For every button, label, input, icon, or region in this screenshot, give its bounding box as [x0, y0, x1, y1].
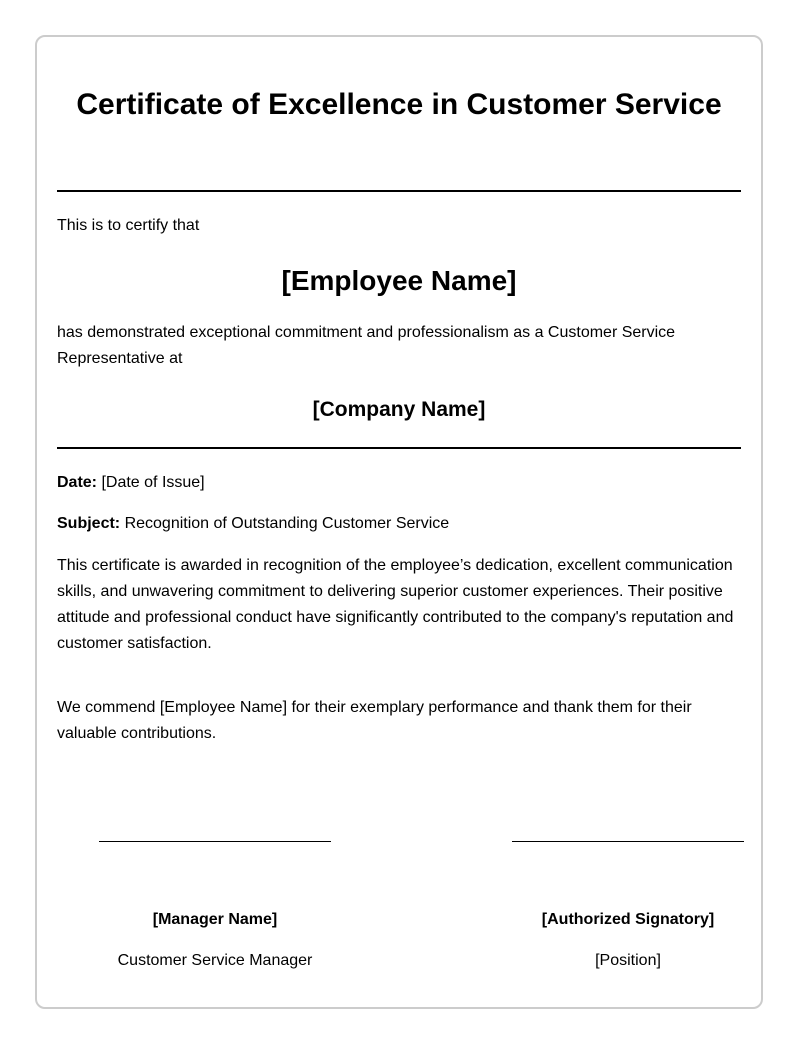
- manager-title: Customer Service Manager: [117, 952, 313, 969]
- company-divider: [57, 447, 741, 449]
- authorized-signatory-name: [Authorized Signatory]: [541, 911, 715, 928]
- certificate-card: [35, 35, 763, 1009]
- title-divider: [57, 190, 741, 192]
- subject-label: Subject:: [57, 515, 121, 532]
- date-label: Date:: [57, 474, 98, 491]
- authorized-signatory-position: [Position]: [595, 952, 661, 969]
- authorized-signature-line: [512, 841, 744, 842]
- commitment-text: has demonstrated exceptional commitment and professionalism as a Customer Service Representative at: [57, 324, 676, 367]
- manager-signature-line: [99, 841, 331, 842]
- company-name: [Company Name]: [312, 398, 486, 421]
- employee-name: [Employee Name]: [281, 265, 517, 296]
- commendation-paragraph: We commend [Employee Name] for their exemplary performance and thank them for their valuable contributions.: [57, 699, 692, 742]
- subject-value: Recognition of Outstanding Customer Service: [120, 515, 450, 532]
- certify-intro: This is to certify that: [57, 217, 200, 234]
- certificate-title: Certificate of Excellence in Customer Service: [76, 88, 722, 121]
- subject-line: [57, 511, 741, 537]
- date-value: [Date of Issue]: [97, 474, 205, 491]
- manager-name: [Manager Name]: [152, 911, 278, 928]
- date-line: [57, 470, 741, 496]
- recognition-paragraph: This certificate is awarded in recognition of the employee’s dedication, excellent communication skills, and unwavering commitment to delivering superior customer experiences. Their positive attitude and professional conduct have significantly contributed to the company's reputation and customer satisfaction.: [57, 557, 734, 652]
